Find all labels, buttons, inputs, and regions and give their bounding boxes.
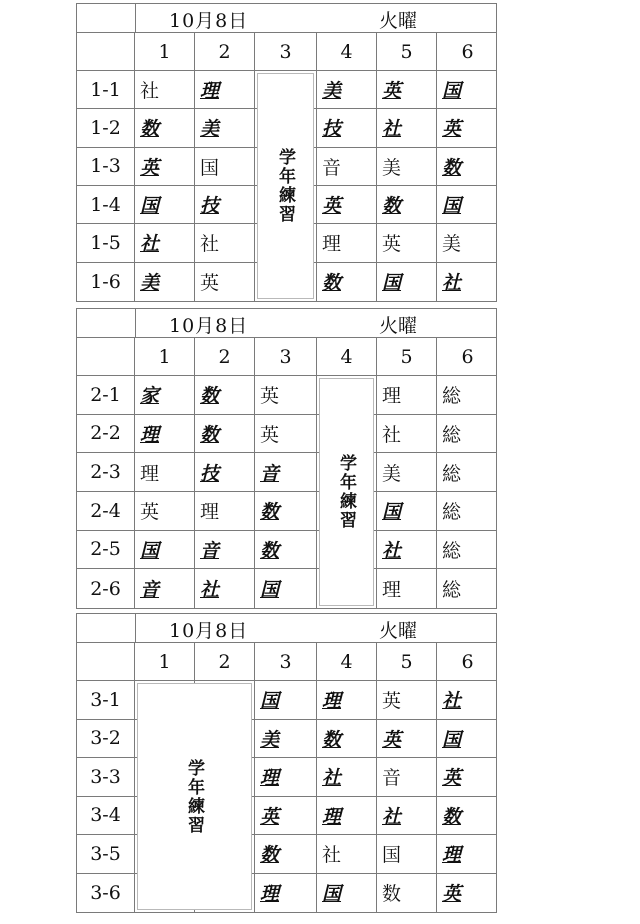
class-label: 3-4 [77, 797, 135, 835]
period-header-row [77, 338, 496, 376]
header-corner-cell [77, 4, 136, 32]
weekday-label: 火曜 [379, 620, 418, 642]
period-header-row [77, 643, 496, 681]
subject-cell: 英 [255, 376, 317, 414]
subject-cell: 英 [135, 148, 195, 185]
subject-cell: 社 [377, 415, 437, 453]
subject-cell: 理 [135, 415, 195, 453]
subject-cell: 社 [317, 758, 377, 796]
class-label: 2-6 [77, 569, 135, 608]
grade-practice-label: 学年練習 [275, 148, 295, 224]
date-header-row [77, 309, 496, 338]
date-header-row [77, 614, 496, 643]
period-number: 2 [195, 338, 255, 375]
subject-cell: 社 [442, 272, 462, 295]
subject-cell: 美 [377, 148, 437, 185]
subject-cell: 社 [377, 109, 437, 146]
subject-cell: 英 [377, 681, 437, 719]
subject-cell: 理 [255, 874, 317, 913]
subject-cell: 総 [442, 462, 462, 485]
subject-cell: 英 [317, 186, 377, 223]
subject-cell: 総 [442, 423, 462, 446]
period-number: 5 [377, 33, 437, 70]
subject-cell: 音 [317, 148, 377, 185]
subject-cell: 美 [317, 71, 377, 108]
subject-cell: 英 [442, 767, 462, 790]
subject-cell: 国 [442, 195, 462, 218]
subject-cell: 数 [255, 531, 317, 569]
class-row [77, 531, 496, 570]
class-label: 1-6 [77, 263, 135, 301]
subject-cell: 技 [195, 186, 255, 223]
subject-cell: 国 [317, 874, 377, 913]
subject-cell: 英 [377, 71, 437, 108]
grade-practice-block [319, 378, 374, 606]
subject-cell: 国 [377, 263, 437, 301]
subject-cell: 国 [442, 728, 462, 751]
subject-cell: 英 [442, 883, 462, 906]
date-label: 10月8日 [169, 315, 249, 337]
subject-cell: 理 [255, 758, 317, 796]
subject-cell: 英 [442, 118, 462, 141]
subject-cell: 総 [442, 539, 462, 562]
subject-cell: 社 [135, 71, 195, 108]
subject-cell: 英 [377, 224, 437, 261]
subject-cell: 国 [195, 148, 255, 185]
class-label: 2-4 [77, 492, 135, 530]
class-row [77, 492, 496, 531]
subject-cell: 美 [442, 233, 462, 256]
timetable-grade-2 [76, 308, 497, 609]
header-corner-cell [77, 614, 136, 642]
subject-cell: 英 [195, 263, 255, 301]
subject-cell: 英 [135, 492, 195, 530]
class-row [77, 453, 496, 492]
class-label: 2-1 [77, 376, 135, 414]
period-number: 1 [135, 338, 195, 375]
subject-cell: 英 [255, 797, 317, 835]
subject-cell: 総 [442, 501, 462, 524]
subject-cell: 数 [255, 492, 317, 530]
grade-practice-block [137, 683, 252, 910]
class-row [77, 376, 496, 415]
class-label: 3-5 [77, 835, 135, 873]
subject-cell: 社 [195, 569, 255, 608]
period-number: 2 [195, 33, 255, 70]
class-label: 1-1 [77, 71, 135, 108]
subject-cell: 数 [317, 263, 377, 301]
subject-cell: 数 [377, 874, 437, 913]
subject-cell: 数 [442, 805, 462, 828]
subject-cell: 数 [195, 415, 255, 453]
date-label: 10月8日 [169, 10, 249, 32]
period-number: 3 [255, 643, 317, 680]
header-corner-cell [77, 309, 136, 337]
class-label: 2-5 [77, 531, 135, 569]
class-label: 1-5 [77, 224, 135, 261]
subject-cell: 家 [135, 376, 195, 414]
class-label: 3-2 [77, 720, 135, 758]
subject-cell: 社 [195, 224, 255, 261]
subject-cell: 理 [377, 376, 437, 414]
subject-cell: 社 [135, 224, 195, 261]
subject-cell: 総 [442, 385, 462, 408]
subject-cell: 国 [377, 492, 437, 530]
subject-cell: 国 [135, 531, 195, 569]
period-number: 5 [377, 643, 437, 680]
period-number: 2 [195, 643, 255, 680]
class-row [77, 569, 496, 608]
subject-cell: 美 [135, 263, 195, 301]
subject-cell: 国 [135, 186, 195, 223]
grade-practice-label: 学年練習 [336, 454, 356, 530]
subject-cell: 美 [195, 109, 255, 146]
subject-cell: 理 [195, 492, 255, 530]
period-number: 3 [255, 33, 317, 70]
subject-cell: 社 [317, 835, 377, 873]
subject-cell: 国 [255, 681, 317, 719]
subject-cell: 理 [442, 844, 462, 867]
period-number: 5 [377, 338, 437, 375]
class-label: 2-2 [77, 415, 135, 453]
period-corner-cell [77, 33, 135, 70]
subject-cell: 理 [317, 681, 377, 719]
subject-cell: 社 [442, 690, 462, 713]
class-label: 3-1 [77, 681, 135, 719]
subject-cell: 美 [255, 720, 317, 758]
weekday-label: 火曜 [379, 10, 418, 32]
subject-cell: 理 [317, 224, 377, 261]
subject-cell: 技 [195, 453, 255, 491]
subject-cell: 英 [377, 720, 437, 758]
class-label: 1-4 [77, 186, 135, 223]
class-label: 3-3 [77, 758, 135, 796]
period-number: 4 [317, 33, 377, 70]
subject-cell: 技 [317, 109, 377, 146]
grade-practice-label: 学年練習 [184, 758, 204, 835]
class-label: 1-2 [77, 109, 135, 146]
subject-cell: 音 [377, 758, 437, 796]
date-header-row [77, 4, 496, 33]
timetable-grade-3 [76, 613, 497, 913]
period-corner-cell [77, 338, 135, 375]
period-number: 6 [461, 650, 474, 673]
subject-cell: 数 [195, 376, 255, 414]
period-number: 4 [317, 643, 377, 680]
class-row [77, 415, 496, 454]
subject-cell: 音 [255, 453, 317, 491]
subject-cell: 数 [317, 720, 377, 758]
subject-cell: 数 [442, 156, 462, 179]
subject-cell: 理 [377, 569, 437, 608]
period-number: 1 [135, 643, 195, 680]
period-number: 1 [135, 33, 195, 70]
date-label: 10月8日 [169, 620, 249, 642]
class-label: 1-3 [77, 148, 135, 185]
subject-cell: 英 [255, 415, 317, 453]
subject-cell: 理 [195, 71, 255, 108]
subject-cell: 国 [255, 569, 317, 608]
subject-cell: 国 [377, 835, 437, 873]
subject-cell: 美 [377, 453, 437, 491]
period-number: 4 [317, 338, 377, 375]
timetable-grade-1 [76, 3, 497, 302]
class-label: 2-3 [77, 453, 135, 491]
period-number: 3 [255, 338, 317, 375]
subject-cell: 総 [442, 579, 462, 602]
period-header-row [77, 33, 496, 71]
period-number: 6 [461, 345, 474, 368]
weekday-label: 火曜 [379, 315, 418, 337]
class-label: 3-6 [77, 874, 135, 913]
grade-practice-block [257, 73, 314, 299]
subject-cell: 数 [135, 109, 195, 146]
subject-cell: 音 [135, 569, 195, 608]
subject-cell: 理 [135, 453, 195, 491]
subject-cell: 国 [442, 80, 462, 103]
subject-cell: 社 [377, 797, 437, 835]
subject-cell: 理 [317, 797, 377, 835]
subject-cell: 音 [195, 531, 255, 569]
subject-cell: 社 [377, 531, 437, 569]
period-number: 6 [461, 40, 474, 63]
subject-cell: 数 [255, 835, 317, 873]
subject-cell: 数 [377, 186, 437, 223]
period-corner-cell [77, 643, 135, 680]
